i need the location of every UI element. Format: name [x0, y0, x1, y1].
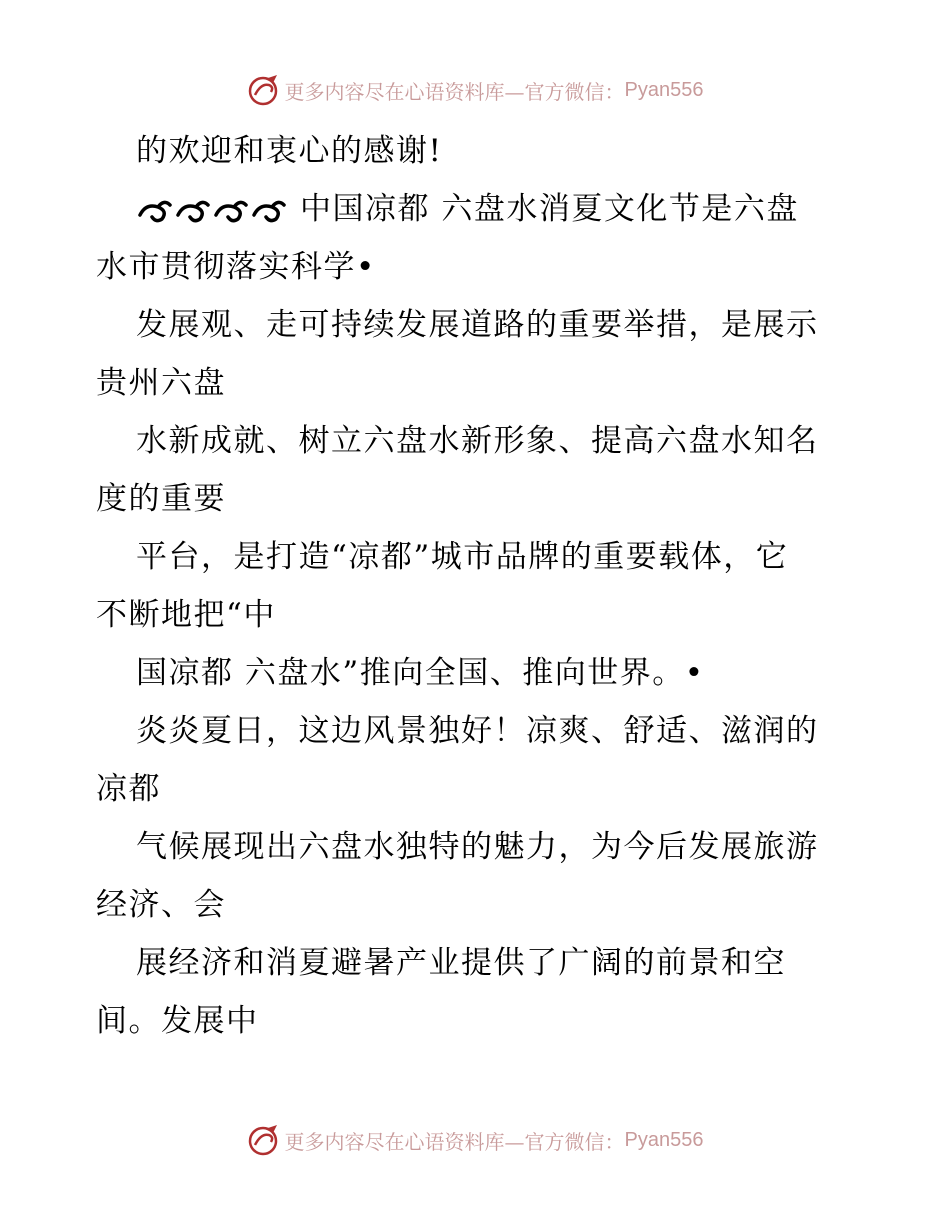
watermark-text: 更多内容尽在心语资料库—官方微信： — [284, 79, 625, 104]
text-line: 水新成就、树立六盘水新形象、提高六盘水知名 — [136, 423, 819, 459]
text-line: 炎炎夏日，这边风景独好！凉爽、舒适、滋润的 — [136, 713, 819, 749]
hand-pen-logo-icon — [247, 1123, 281, 1157]
text-line: 展经济和消夏避暑产业提供了广阔的前景和空 — [136, 945, 786, 981]
text-line-with-ornament — [96, 180, 876, 238]
text-line: 不断地把“中 — [96, 597, 276, 633]
hand-pen-logo-icon — [247, 73, 281, 107]
text-line: 的欢迎和衷心的感谢! — [136, 133, 443, 169]
text-line: 水市贯彻落实科学• — [96, 249, 376, 285]
text-line: 国凉都 六盘水”推向全国、推向世界。• — [136, 655, 705, 691]
document-body — [96, 122, 876, 1050]
text-line: 发展观、走可持续发展道路的重要举措，是展示 — [136, 307, 819, 343]
text-line: 气候展现出六盘水独特的魅力，为今后发展旅游 — [136, 829, 819, 865]
watermark-text: 更多内容尽在心语资料库—官方微信： — [284, 1129, 625, 1154]
footer-watermark — [0, 1120, 950, 1160]
text-line: 平台，是打造“凉都”城市品牌的重要载体，它 — [136, 539, 789, 575]
text-line: 间。发展中 — [96, 1003, 259, 1039]
text-line: 凉都 — [96, 771, 161, 807]
watermark-wechat-id: Pyan556 — [624, 78, 704, 101]
text-line-content: 中国凉都 六盘水消夏文化节是六盘 — [300, 191, 799, 227]
header-watermark — [0, 70, 950, 110]
swirl-ornament-icon — [136, 195, 288, 227]
text-line: 度的重要 — [96, 481, 226, 517]
text-line: 贵州六盘 — [96, 365, 226, 401]
watermark-wechat-id: Pyan556 — [624, 1128, 704, 1151]
text-line: 经济、会 — [96, 887, 226, 923]
